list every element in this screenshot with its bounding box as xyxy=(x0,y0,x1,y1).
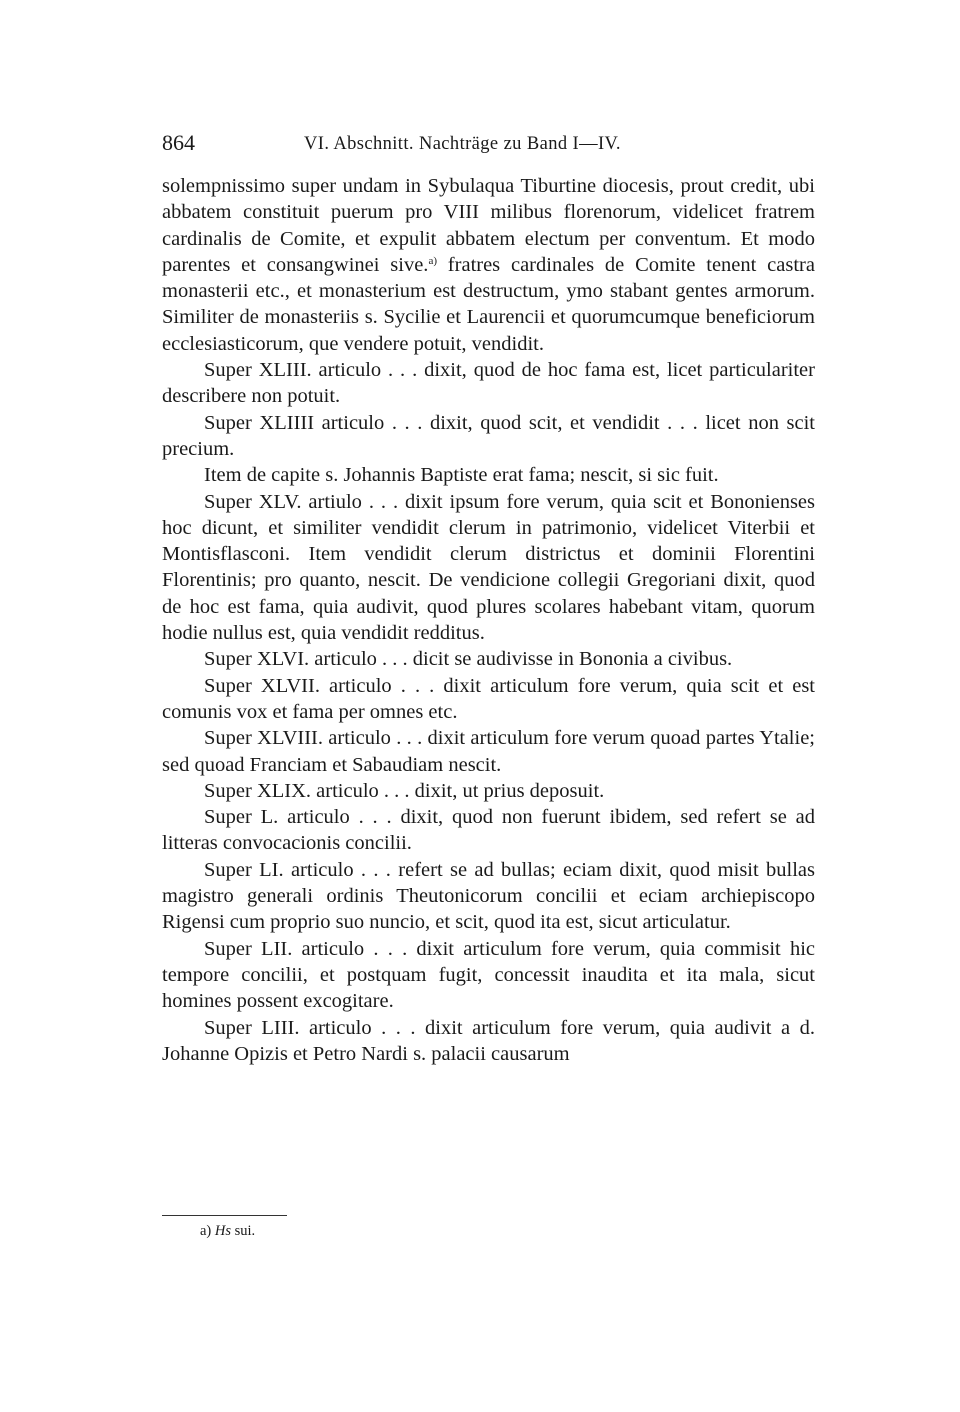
footnote-siglum: Hs xyxy=(214,1223,232,1239)
paragraph-text: solempnissimo super undam in Sybulaqua Tiburtine diocesis, prout credit, ubi abbatem constituit puerum pro VIII milibus florenorum, videlicet fratrem cardinalis de Comite, et expulit abbatem electum per conventum. Et modo parentes et consangwinei sive. xyxy=(162,175,815,276)
paragraph: Super L. articulo . . . dixit, quod non fuerunt ibidem, sed refert se ad litteras convocacionis concilii. xyxy=(162,806,815,855)
paragraph: Super LIII. articulo . . . dixit articulum fore verum, quia audivit a d. Johanne Opizis et Petro Nardi s. palacii causarum xyxy=(162,1016,815,1065)
paragraph: Super XLIX. articulo . . . dixit, ut prius deposuit. xyxy=(204,779,605,802)
page-number: 864 xyxy=(162,130,195,155)
paragraph: Super LI. articulo . . . refert se ad bullas; eciam dixit, quod misit bullas magistro generali ordinis Theutonicorum concilii et eciam archiepiscopo Rigensi cum proprio suo nuncio, et scit, quod ita est, sicut articulatur. xyxy=(162,858,815,934)
paragraph: Super XLV. artiulo . . . dixit ipsum fore verum, quia scit et Bononienses hoc dicunt, et similiter vendidit clerum in patrimonio, videlicet Viterbii et Montisflasconi. Item vendidit clerum districtus et dominii Florentini Florentinis; pro quanto, nescit. De vendicione collegii Gregoriani dixit, quod de hoc est fama, quia audivit, quod plures scolares habebant vitam, quorum hodie nullus est, quia vendidit redditus. xyxy=(162,490,815,645)
running-head: VI. Abschnitt. Nachträge zu Band I—IV. xyxy=(304,134,621,154)
paragraph: Super XLVII. articulo . . . dixit articulum fore verum, quia scit et est comunis vox et fama per omnes etc. xyxy=(162,674,815,723)
paragraph-text: fratres cardinales de Comite tenent castra monasterii etc., et monasterium est destructum, ymo stabant gentes armorum. Similiter de monasteriis s. Sycilie et Laurencii et quorumcumque beneficiorum ecclesiasticorum, que vendere potuit, vendidit. xyxy=(162,253,815,355)
page-header xyxy=(162,128,822,158)
paragraph xyxy=(162,173,815,357)
footnote-marker: a) xyxy=(200,1223,212,1239)
footnote xyxy=(200,1221,255,1241)
footnote-divider xyxy=(162,1215,287,1216)
footnote-text: sui. xyxy=(231,1223,256,1239)
paragraph: Item de capite s. Johannis Baptiste erat fama; nescit, si sic fuit. xyxy=(204,464,719,487)
paragraph: Super XLIII. articulo . . . dixit, quod de hoc fama est, licet particulariter describere non potuit. xyxy=(162,359,815,408)
footnote-reference: a) xyxy=(428,254,437,267)
body-text xyxy=(162,173,815,1067)
paragraph: Super XLVIII. articulo . . . dixit articulum fore verum quoad partes Ytalie; sed quoad Franciam et Sabaudiam nescit. xyxy=(162,727,815,776)
paragraph: Super LII. articulo . . . dixit articulum fore verum, quia commisit hic tempore concilii, et postquam fugit, concessit inaudita et ita mala, sicut homines possent excogitare. xyxy=(162,937,815,1013)
paragraph: Super XLVI. articulo . . . dicit se audivisse in Bononia a civibus. xyxy=(204,648,733,671)
paragraph: Super XLIIII articulo . . . dixit, quod scit, et vendidit . . . licet non scit precium. xyxy=(162,411,815,460)
